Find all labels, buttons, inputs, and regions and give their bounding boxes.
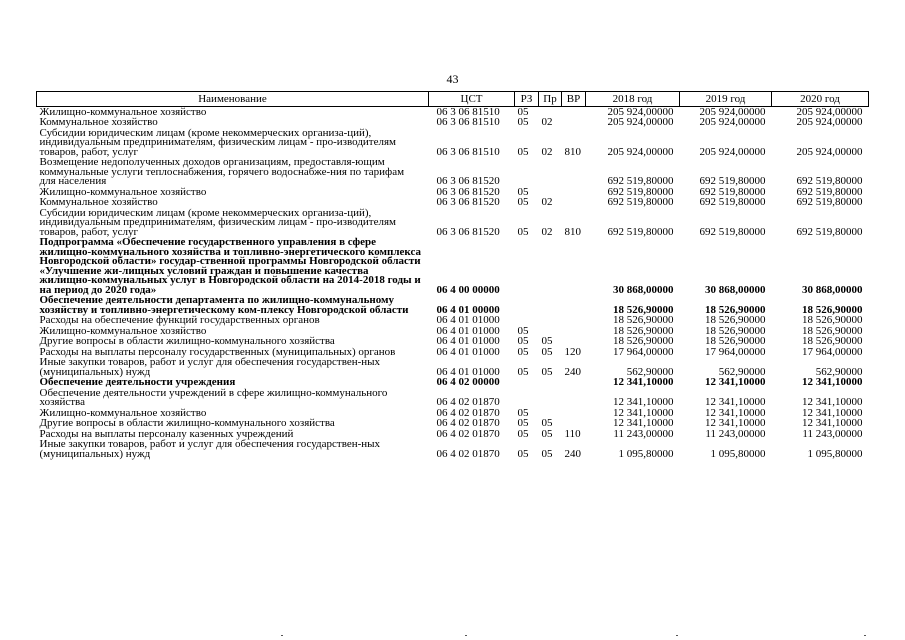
cell-vr: 810 <box>564 225 581 238</box>
cell-rz: 05 <box>517 185 529 198</box>
cell-cst: 06 3 06 81520 <box>436 175 500 187</box>
cell-2020: 11 243,00000 <box>802 427 863 440</box>
table-row <box>37 358 869 378</box>
table-row <box>37 388 869 408</box>
cell-vr <box>562 408 586 419</box>
col-header-vr: ВР <box>562 92 586 107</box>
cell-2018: 11 243,00000 <box>613 427 674 440</box>
cell-2019: 692 519,80000 <box>699 225 766 238</box>
cell-2020: 12 341,10000 <box>802 406 863 419</box>
cell-cst: 06 4 01 01000 <box>436 335 500 347</box>
cell-pr <box>539 296 562 316</box>
cell-vr: 240 <box>564 365 581 378</box>
cell-2019: 30 868,00000 <box>705 283 766 296</box>
cell-2019: 692 519,80000 <box>699 196 766 208</box>
cell-name: Жилищно-коммунальное хозяйство <box>39 324 207 337</box>
cell-cst: 06 4 02 00000 <box>436 376 500 388</box>
cell-pr: 02 <box>541 196 553 208</box>
cell-rz: 05 <box>517 345 529 358</box>
cell-2018: 1 095,80000 <box>618 447 674 460</box>
cell-rz: 05 <box>517 196 529 208</box>
cell-rz: 05 <box>517 427 529 440</box>
table-body <box>37 107 869 460</box>
cell-vr <box>562 107 586 118</box>
cell-vr <box>562 378 586 389</box>
table-row <box>37 158 869 188</box>
cell-2020: 692 519,80000 <box>796 185 863 198</box>
cell-vr <box>562 316 586 327</box>
cell-pr: 05 <box>541 427 553 440</box>
cell-name: Возмещение недополученных доходов организациям, предоставля-ющим коммунальные услуги теплоснабжения, горячего водоснабже-ния по тарифам для населения <box>39 156 405 187</box>
cell-vr: 110 <box>564 427 581 440</box>
cell-name: Коммунальное хозяйство <box>39 196 158 208</box>
cell-2019: 18 526,90000 <box>705 303 766 316</box>
cell-2020: 692 519,80000 <box>796 175 863 187</box>
cell-2018: 205 924,00000 <box>607 105 674 118</box>
cell-pr: 05 <box>541 365 553 378</box>
table-row <box>37 208 869 238</box>
cell-cst: 06 3 06 81510 <box>436 105 500 118</box>
cell-pr <box>539 158 562 188</box>
cell-vr <box>562 326 586 337</box>
cell-rz <box>515 238 539 296</box>
cell-2020: 18 526,90000 <box>802 335 863 347</box>
cell-cst: 06 4 02 01870 <box>436 447 500 460</box>
cell-name: Обеспечение деятельности учреждения <box>39 376 236 388</box>
cell-2018: 12 341,10000 <box>613 376 674 388</box>
budget-table <box>36 91 869 460</box>
scan-mark <box>465 635 467 636</box>
cell-2018: 692 519,80000 <box>607 225 674 238</box>
cell-2019: 12 341,10000 <box>705 396 766 408</box>
cell-2018: 692 519,80000 <box>607 175 674 187</box>
cell-2019: 205 924,00000 <box>699 105 766 118</box>
cell-rz <box>515 388 539 408</box>
cell-pr <box>539 388 562 408</box>
cell-2019: 692 519,80000 <box>699 175 766 187</box>
cell-2018: 562,90000 <box>626 365 674 378</box>
cell-pr: 02 <box>541 145 553 158</box>
cell-name: Расходы на выплаты персоналу государственных (муниципальных) органов <box>39 345 396 358</box>
col-header-2019: 2019 год <box>680 92 772 107</box>
cell-pr <box>539 378 562 389</box>
cell-2019: 18 526,90000 <box>705 335 766 347</box>
cell-vr <box>562 118 586 129</box>
cell-2020: 692 519,80000 <box>796 196 863 208</box>
cell-2019: 12 341,10000 <box>705 406 766 419</box>
cell-name: Жилищно-коммунальное хозяйство <box>39 185 207 198</box>
col-header-pr: Пр <box>539 92 562 107</box>
cell-cst: 06 4 02 01870 <box>436 406 500 419</box>
cell-name: Жилищно-коммунальное хозяйство <box>39 105 207 118</box>
cell-rz: 05 <box>517 335 529 347</box>
cell-2019: 562,90000 <box>718 365 766 378</box>
cell-vr <box>562 187 586 198</box>
cell-pr <box>539 238 562 296</box>
cell-2019: 205 924,00000 <box>699 145 766 158</box>
cell-name: Другие вопросы в области жилищно-коммунального хозяйства <box>39 417 335 429</box>
cell-2019: 11 243,00000 <box>705 427 766 440</box>
cell-rz <box>515 296 539 316</box>
cell-2020: 30 868,00000 <box>802 283 863 296</box>
cell-cst: 06 3 06 81510 <box>436 145 500 158</box>
cell-name: Обеспечение деятельности департамента по жилищно-коммунальному хозяйству и топливно-энергетическому ком-плексу Новгородской области <box>39 294 409 316</box>
col-header-2018: 2018 год <box>586 92 680 107</box>
cell-2018: 18 526,90000 <box>613 314 674 326</box>
cell-2019: 18 526,90000 <box>705 314 766 326</box>
cell-vr <box>562 158 586 188</box>
cell-2018: 18 526,90000 <box>613 335 674 347</box>
cell-cst: 06 4 01 01000 <box>436 324 500 337</box>
cell-rz <box>515 378 539 389</box>
cell-2019: 12 341,10000 <box>705 376 766 388</box>
col-header-rz: РЗ <box>515 92 539 107</box>
cell-rz: 05 <box>517 447 529 460</box>
cell-name: Обеспечение деятельности учреждений в сфере жилищно-коммунального хозяйства <box>39 386 388 408</box>
cell-pr: 05 <box>541 447 553 460</box>
cell-pr: 05 <box>541 345 553 358</box>
cell-vr: 240 <box>564 447 581 460</box>
cell-rz <box>515 158 539 188</box>
cell-cst: 06 4 01 00000 <box>436 303 500 316</box>
cell-2020: 205 924,00000 <box>796 116 863 128</box>
cell-cst: 06 4 02 01870 <box>436 396 500 408</box>
cell-name: Жилищно-коммунальное хозяйство <box>39 406 207 419</box>
cell-2020: 18 526,90000 <box>802 303 863 316</box>
cell-name: Расходы на выплаты персоналу казенных учреждений <box>39 427 294 440</box>
cell-2018: 18 526,90000 <box>613 324 674 337</box>
cell-name: Иные закупки товаров, работ и услуг для обеспечения государствен-ных (муниципальных) нужд <box>39 438 381 460</box>
cell-2019: 205 924,00000 <box>699 116 766 128</box>
scan-mark <box>864 635 866 636</box>
cell-rz: 05 <box>517 365 529 378</box>
cell-vr: 120 <box>564 345 581 358</box>
col-header-cst: ЦСТ <box>429 92 515 107</box>
cell-rz: 05 <box>517 417 529 429</box>
table-row <box>37 296 869 316</box>
table-row <box>37 128 869 158</box>
cell-vr <box>562 388 586 408</box>
cell-vr <box>562 238 586 296</box>
cell-2018: 12 341,10000 <box>613 396 674 408</box>
table-row <box>37 238 869 296</box>
table-row <box>37 440 869 460</box>
cell-pr <box>539 316 562 327</box>
cell-cst: 06 3 06 81520 <box>436 196 500 208</box>
cell-2020: 692 519,80000 <box>796 225 863 238</box>
cell-2018: 692 519,80000 <box>607 185 674 198</box>
cell-rz: 05 <box>517 324 529 337</box>
cell-2020: 12 341,10000 <box>802 376 863 388</box>
cell-vr: 810 <box>564 145 581 158</box>
cell-cst: 06 3 06 81520 <box>436 225 500 238</box>
scan-mark <box>281 635 283 636</box>
cell-2020: 1 095,80000 <box>807 447 863 460</box>
cell-name: Расходы на обеспечение функций государственных органов <box>39 314 320 326</box>
cell-2018: 30 868,00000 <box>613 283 674 296</box>
cell-2020: 17 964,00000 <box>802 345 863 358</box>
cell-cst: 06 4 01 01000 <box>436 345 500 358</box>
cell-rz: 05 <box>517 116 529 128</box>
cell-2020: 18 526,90000 <box>802 314 863 326</box>
cell-2019: 18 526,90000 <box>705 324 766 337</box>
cell-2018: 692 519,80000 <box>607 196 674 208</box>
cell-cst: 06 3 06 81510 <box>436 116 500 128</box>
cell-2020: 205 924,00000 <box>796 105 863 118</box>
cell-2019: 1 095,80000 <box>710 447 766 460</box>
cell-2018: 205 924,00000 <box>607 116 674 128</box>
cell-rz: 05 <box>517 225 529 238</box>
table-header-row <box>37 92 869 107</box>
cell-2018: 12 341,10000 <box>613 406 674 419</box>
cell-2018: 12 341,10000 <box>613 417 674 429</box>
cell-vr <box>562 296 586 316</box>
cell-name: Коммунальное хозяйство <box>39 116 158 128</box>
cell-2019: 17 964,00000 <box>705 345 766 358</box>
cell-name: Другие вопросы в области жилищно-коммунального хозяйства <box>39 335 335 347</box>
cell-rz: 05 <box>517 406 529 419</box>
cell-2018: 17 964,00000 <box>613 345 674 358</box>
cell-2020: 12 341,10000 <box>802 396 863 408</box>
cell-pr: 05 <box>541 335 553 347</box>
cell-2018: 205 924,00000 <box>607 145 674 158</box>
cell-pr: 05 <box>541 417 553 429</box>
cell-name: Иные закупки товаров, работ и услуг для обеспечения государствен-ных (муниципальных) нужд <box>39 356 381 378</box>
cell-pr: 02 <box>541 116 553 128</box>
cell-rz: 05 <box>517 105 529 118</box>
cell-vr <box>562 198 586 209</box>
col-header-name: Наименование <box>37 92 429 107</box>
cell-cst: 06 4 01 01000 <box>436 365 500 378</box>
cell-2019: 692 519,80000 <box>699 185 766 198</box>
cell-name: Подпрограмма «Обеспечение государственного управления в сфере жилищно-коммунального хозяйства и топливно-энергетического комплекса Новгородской области» государ-ственной программы Новгородской области «Улучшение жи-лищных условий граждан и повышение качества жилищно-коммунальных услуг в Новгородской области на 2014-2018 годы и на период до 2020 года» <box>39 236 421 296</box>
cell-2018: 18 526,90000 <box>613 303 674 316</box>
cell-2020: 12 341,10000 <box>802 417 863 429</box>
cell-2020: 18 526,90000 <box>802 324 863 337</box>
col-header-2020: 2020 год <box>772 92 869 107</box>
scan-mark <box>676 635 678 636</box>
cell-rz: 05 <box>517 145 529 158</box>
cell-cst: 06 4 02 01870 <box>436 427 500 440</box>
cell-name: Субсидии юридическим лицам (кроме некоммерческих организа-ций), индивидуальным предпринимателям, физическим лицам - про-изводителям товаров, работ, услуг <box>39 206 397 238</box>
cell-2020: 562,90000 <box>815 365 863 378</box>
cell-name: Субсидии юридическим лицам (кроме некоммерческих организа-ций), индивидуальным предпринимателям, физическим лицам - про-изводителям товаров, работ, услуг <box>39 126 397 158</box>
page-number: 43 <box>446 72 459 86</box>
cell-2020: 205 924,00000 <box>796 145 863 158</box>
cell-cst: 06 4 02 01870 <box>436 417 500 429</box>
cell-cst: 06 4 01 01000 <box>436 314 500 326</box>
cell-cst: 06 3 06 81520 <box>436 185 500 198</box>
cell-2019: 12 341,10000 <box>705 417 766 429</box>
cell-cst: 06 4 00 00000 <box>436 283 500 296</box>
cell-pr: 02 <box>541 225 553 238</box>
